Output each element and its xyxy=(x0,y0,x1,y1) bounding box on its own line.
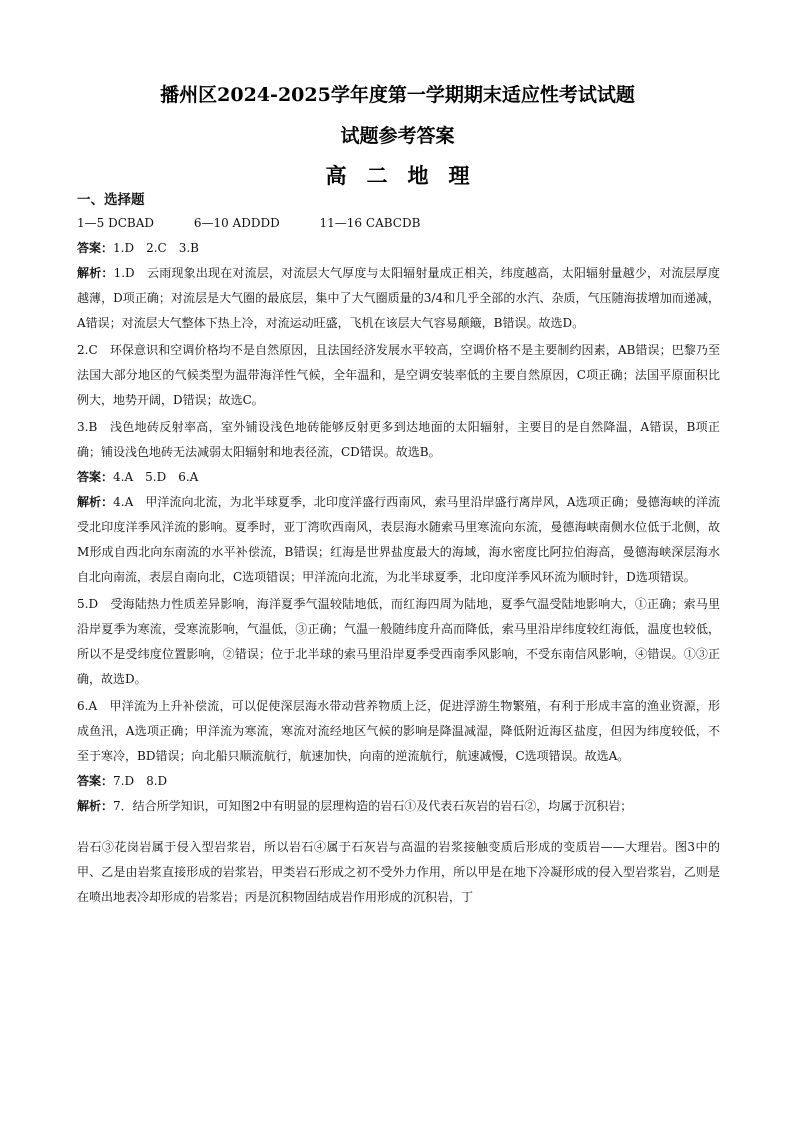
explanation-paragraph xyxy=(77,592,720,692)
explanation-text: 3.B 浅色地砖反射率高，室外铺设浅色地砖能够反射更多到达地面的太阳辐射，主要目的是自然降温，A错误，B项正确；铺设浅色地砖无法减弱太阳辐射和地表径流，CD错误。故选B。 xyxy=(77,420,720,459)
explanation-paragraph xyxy=(77,490,720,590)
answer-line xyxy=(77,236,720,261)
explanation-paragraph xyxy=(77,835,720,910)
key-group-1: 1—5 DCBAD xyxy=(77,216,154,230)
answer-label: 答案： xyxy=(77,774,114,788)
explanation-text: 7．结合所学知识，可知图2中有明显的层理构造的岩石①及代表石灰岩的岩石②，均属于沉积岩； xyxy=(113,799,633,813)
explanation-text: 4.A 甲洋流向北流，为北半球夏季，北印度洋盛行西南风，索马里沿岸盛行离岸风，A选项正确；曼德海峡的洋流受北印度洋季风洋流的影响。夏季时，亚丁湾吹西南风，表层海水随索马里寒流向东流，曼德海峡南侧水位低于北侧，故M形成自西北向东南流的水平补偿流，B错误；红海是世界盐度最大的海域，海水密度比阿拉伯海高，曼德海峡深层海水自北向南流，表层自南向北，C选项错误；甲洋流向北流，为北半球夏季，北印度洋季风环流为顺时针，D选项错误。 xyxy=(77,495,720,584)
key-group-2: 6—10 ADDDD xyxy=(193,216,280,230)
subject-title: 高二地理 xyxy=(325,163,490,188)
section-heading: 一、选择题 xyxy=(77,192,145,208)
explanation-label: 解析： xyxy=(77,799,114,813)
explanation-paragraph xyxy=(77,261,720,336)
explanation-paragraph xyxy=(77,415,720,465)
exam-title: 播州区2024-2025学年度第一学期期末适应性考试试题 xyxy=(160,84,635,106)
explanation-label: 解析： xyxy=(77,266,114,280)
answer-values: 1.D 2.C 3.B xyxy=(113,241,199,255)
explanation-paragraph xyxy=(77,338,720,413)
answer-values: 4.A 5.D 6.A xyxy=(113,470,199,484)
answer-line xyxy=(77,769,720,794)
explanation-text: 岩石③花岗岩属于侵入型岩浆岩，所以岩石④属于石灰岩与高温的岩浆接触变质后形成的变质岩——大理岩。图3中的甲、乙是由岩浆直接形成的岩浆岩，甲类岩石形成之初不受外力作用，所以甲是在地下冷凝形成的侵入型岩浆岩，乙则是在喷出地表冷却形成的岩浆岩；丙是沉积物固结成岩作用形成的沉积岩，丁 xyxy=(77,840,720,904)
key-group-3: 11—16 CABCDB xyxy=(319,216,421,230)
explanation-text: 2.C 环保意识和空调价格均不是自然原因，且法国经济发展水平较高，空调价格不是主要制约因素，AB错误；巴黎乃至法国大部分地区的气候类型为温带海洋性气候，全年温和，是空调安装率低的主要自然原因，C项正确；法国平原面积比例大，地势开阔，D错误；故选C。 xyxy=(77,343,720,407)
answer-key-row xyxy=(77,211,720,236)
answer-label: 答案： xyxy=(77,241,114,255)
answer-values: 7.D 8.D xyxy=(113,774,168,788)
explanation-text: 5.D 受海陆热力性质差异影响，海洋夏季气温较陆地低，而红海四周为陆地，夏季气温受陆地影响大，①正确；索马里沿岸夏季为寒流，受寒流影响，气温低，③正确；气温一般随纬度升高而降低，索马里沿岸纬度较红海低，温度也较低，所以不是受纬度位置影响，②错误；位于北半球的索马里沿岸夏季受西南季风影响，不受东南信风影响，④错误。①③正确，故选D。 xyxy=(77,597,720,686)
explanation-paragraph xyxy=(77,794,720,819)
explanation-label: 解析： xyxy=(77,495,114,509)
answer-subtitle: 试题参考答案 xyxy=(340,125,455,147)
spacer xyxy=(77,819,720,835)
answer-line xyxy=(77,465,720,490)
answer-content xyxy=(77,189,720,910)
explanation-paragraph xyxy=(77,694,720,769)
answer-label: 答案： xyxy=(77,470,114,484)
explanation-text: 6.A 甲洋流为上升补偿流，可以促使深层海水带动营养物质上泛，促进浮游生物繁殖，有利于形成丰富的渔业资源，形成鱼汛，A选项正确；甲洋流为寒流，寒流对流经地区气候的影响是降温减湿，降低附近海区盐度，但因为纬度较低，不至于寒冷，BD错误；向北船只顺流航行，航速加快，向南的逆流航行，航速减慢，C选项错误。故选A。 xyxy=(77,699,720,763)
explanation-text: 1.D 云雨现象出现在对流层，对流层大气厚度与太阳辐射量成正相关，纬度越高，太阳辐射量越少，对流层厚度越薄，D项正确；对流层是大气圈的最底层，集中了大气圈质量的3/4和几乎全部的水汽、杂质，气压随海拔增加而递减，A错误；对流层大气整体下热上冷，对流运动旺盛，飞机在该层大气容易颠簸，B错误。故选D。 xyxy=(77,266,720,330)
